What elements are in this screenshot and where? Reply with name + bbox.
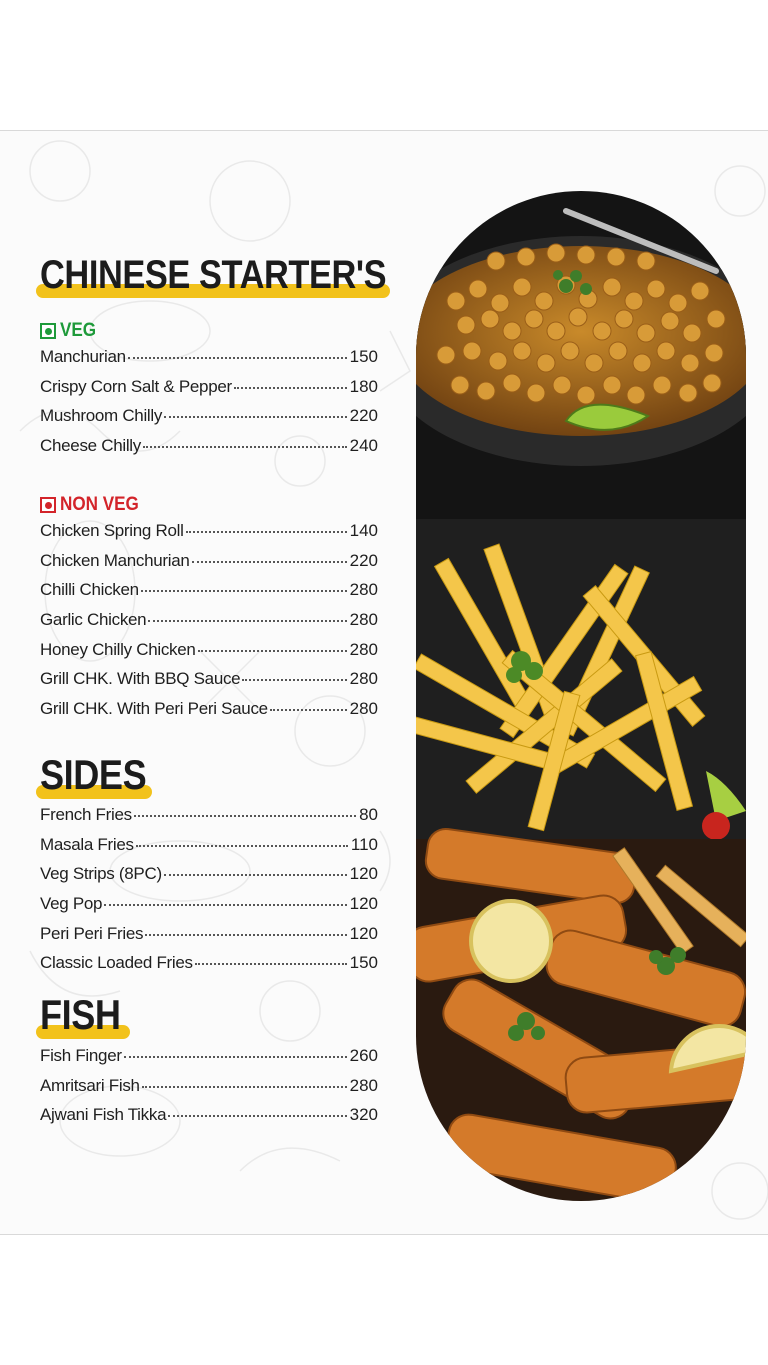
dot-leader <box>164 416 347 418</box>
item-price: 110 <box>350 834 378 854</box>
nonveg-label: NON VEG <box>60 494 139 515</box>
dot-leader <box>242 679 346 681</box>
item-price: 80 <box>359 805 378 824</box>
chinese-starters-title: CHINESE STARTER'S <box>40 253 387 297</box>
veg-subheading <box>40 320 100 342</box>
item-name: Grill CHK. With Peri Peri Sauce <box>40 699 268 719</box>
menu-item <box>40 1105 378 1135</box>
item-name: Grill CHK. With BBQ Sauce <box>40 669 241 689</box>
dot-leader <box>164 874 347 876</box>
menu-item <box>40 699 378 729</box>
menu-item <box>40 924 378 954</box>
menu-item <box>40 835 378 865</box>
item-name: Masala Fries <box>40 834 134 854</box>
menu-item <box>40 580 378 610</box>
french-fries-photo <box>416 519 746 840</box>
item-name: Amritsari Fish <box>40 1075 140 1095</box>
item-name: Chicken Spring Roll <box>40 521 184 540</box>
item-name: Chicken Manchurian <box>40 550 190 570</box>
menu-item <box>40 610 378 640</box>
menu-item <box>40 864 378 894</box>
item-price: 280 <box>349 669 378 689</box>
dot-leader <box>195 963 347 965</box>
item-price: 280 <box>349 699 378 719</box>
dot-leader <box>168 1115 346 1117</box>
veg-symbol-icon <box>40 323 56 339</box>
item-name: Manchurian <box>40 347 126 366</box>
item-name: Cheese Chilly <box>40 436 141 456</box>
dot-leader <box>234 387 347 389</box>
item-price: 280 <box>349 610 378 630</box>
item-price: 240 <box>349 436 378 456</box>
fish-fingers-photo <box>416 827 746 1201</box>
nonveg-symbol-icon <box>40 497 56 513</box>
fish-title: FISH <box>40 991 121 1038</box>
dot-leader <box>134 815 356 817</box>
dot-leader <box>270 709 347 711</box>
menu-item <box>40 521 378 551</box>
item-name: Crispy Corn Salt & Pepper <box>40 376 232 396</box>
fish-heading <box>40 991 134 1039</box>
item-name: Chilli Chicken <box>40 580 139 600</box>
item-price: 220 <box>349 550 378 570</box>
item-price: 220 <box>349 406 378 426</box>
food-photo-capsule <box>416 191 746 1201</box>
chinese-starters-heading <box>40 253 443 298</box>
veg-label: VEG <box>60 320 97 341</box>
item-price: 120 <box>349 894 378 914</box>
menu-item <box>40 953 378 983</box>
item-name: French Fries <box>40 805 132 824</box>
fish-items-list <box>40 1046 378 1135</box>
item-name: Peri Peri Fries <box>40 923 144 943</box>
dot-leader <box>128 357 347 359</box>
sides-items-list <box>40 805 378 983</box>
item-price: 320 <box>349 1105 378 1125</box>
item-name: Ajwani Fish Tikka <box>40 1105 167 1125</box>
item-name: Mushroom Chilly <box>40 406 163 426</box>
dot-leader <box>148 620 346 622</box>
item-name: Veg Strips (8PC) <box>40 864 162 884</box>
veg-items-list <box>40 347 378 466</box>
item-price: 120 <box>349 864 378 884</box>
nonveg-items-list <box>40 521 378 729</box>
item-price: 280 <box>349 1075 378 1095</box>
dot-leader <box>141 590 347 592</box>
item-name: Garlic Chicken <box>40 610 147 630</box>
item-name: Honey Chilly Chicken <box>40 639 196 659</box>
item-price: 140 <box>349 521 378 540</box>
menu-item <box>40 551 378 581</box>
dot-leader <box>198 650 347 652</box>
menu-item <box>40 805 378 835</box>
dot-leader <box>136 845 348 847</box>
sides-title: SIDES <box>40 751 147 798</box>
menu-item <box>40 669 378 699</box>
dot-leader <box>186 531 347 533</box>
dot-leader <box>142 1086 347 1088</box>
dot-leader <box>143 446 347 448</box>
crispy-corn-photo <box>416 191 746 519</box>
item-price: 280 <box>349 639 378 659</box>
menu-item <box>40 406 378 436</box>
item-price: 120 <box>349 923 378 943</box>
nonveg-subheading <box>40 494 148 516</box>
menu-item <box>40 436 378 466</box>
item-name: Classic Loaded Fries <box>40 953 193 973</box>
item-price: 260 <box>349 1046 378 1065</box>
menu-item <box>40 640 378 670</box>
dot-leader <box>104 904 346 906</box>
item-price: 180 <box>349 376 378 396</box>
sides-heading <box>40 751 164 799</box>
menu-item <box>40 1076 378 1106</box>
item-price: 150 <box>349 347 378 366</box>
dot-leader <box>192 561 347 563</box>
dot-leader <box>124 1056 347 1058</box>
dot-leader <box>145 934 346 936</box>
menu-item <box>40 347 378 377</box>
menu-item <box>40 894 378 924</box>
menu-item <box>40 1046 378 1076</box>
item-price: 280 <box>349 580 378 600</box>
item-name: Fish Finger <box>40 1046 122 1065</box>
menu-card <box>0 130 768 1235</box>
item-name: Veg Pop <box>40 894 103 914</box>
menu-item <box>40 377 378 407</box>
item-price: 150 <box>349 953 378 973</box>
